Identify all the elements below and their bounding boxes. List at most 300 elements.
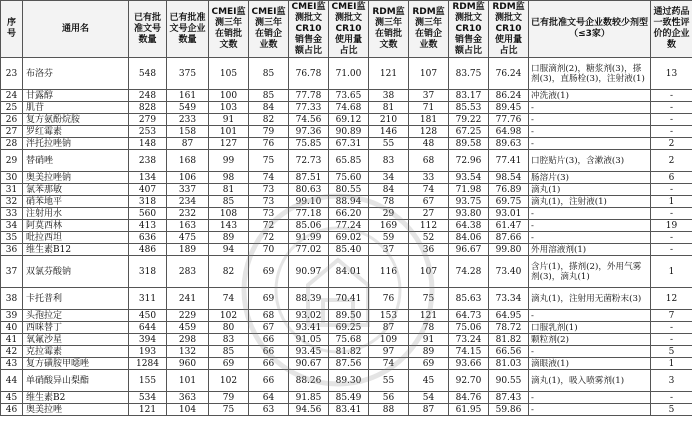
header-cell: CMEI监测三年在销企业数	[249, 1, 289, 58]
cell-c: 101	[209, 126, 249, 138]
table-row	[1, 58, 692, 90]
cell-d: 85	[249, 90, 289, 102]
cell-l: 13	[651, 58, 692, 90]
cell-g: 37	[369, 244, 409, 256]
cell-a: 407	[129, 184, 167, 196]
cell-g: 97	[369, 346, 409, 358]
cell-a: 148	[129, 138, 167, 150]
table-row	[1, 102, 692, 114]
cell-i: 93.80	[449, 208, 489, 220]
cell-j: 86.24	[489, 90, 529, 102]
cell-k: -	[529, 404, 651, 416]
table-row	[1, 208, 692, 220]
cell-d: 79	[249, 126, 289, 138]
table-header	[1, 1, 692, 58]
cell-d: 73	[249, 208, 289, 220]
cell-no: 36	[1, 244, 23, 256]
cell-i: 72.96	[449, 150, 489, 172]
cell-f: 69.02	[329, 232, 369, 244]
cell-no: 35	[1, 232, 23, 244]
cell-e: 80.63	[289, 184, 329, 196]
cell-i: 84.76	[449, 392, 489, 404]
cell-g: 74	[369, 358, 409, 370]
cell-a: 394	[129, 334, 167, 346]
header-cell: 通用名	[23, 1, 129, 58]
cell-k: 口服滴剂(2)，糖浆剂(3)，搽剂(3)，直肠栓(3)，注射液(1)	[529, 58, 651, 90]
cell-b: 298	[167, 334, 209, 346]
cell-a: 548	[129, 58, 167, 90]
cell-i: 73.24	[449, 334, 489, 346]
cell-b: 960	[167, 358, 209, 370]
cell-c: 80	[209, 322, 249, 334]
cell-k: -	[529, 208, 651, 220]
cell-k: 肠溶片(3)	[529, 172, 651, 184]
cell-c: 143	[209, 220, 249, 232]
cell-no: 23	[1, 58, 23, 90]
cell-h: 89	[409, 346, 449, 358]
cell-j: 73.40	[489, 256, 529, 288]
cell-name: 吡拉西坦	[23, 232, 129, 244]
cell-f: 90.89	[329, 126, 369, 138]
cell-e: 99.10	[289, 196, 329, 208]
cell-name: 布洛芬	[23, 58, 129, 90]
cell-c: 102	[209, 310, 249, 322]
cell-c: 69	[209, 358, 249, 370]
cell-j: 77.41	[489, 150, 529, 172]
cell-j: 89.63	[489, 138, 529, 150]
cell-a: 450	[129, 310, 167, 322]
header-cell: RDM监测批文CR10销售金额占比	[449, 1, 489, 58]
cell-i: 79.22	[449, 114, 489, 126]
cell-g: 55	[369, 138, 409, 150]
cell-h: 68	[409, 150, 449, 172]
cell-e: 91.99	[289, 232, 329, 244]
header-cell: CMEI监测批文CR10使用量占比	[329, 1, 369, 58]
cell-b: 337	[167, 184, 209, 196]
cell-k: -	[529, 126, 651, 138]
cell-l: 2	[651, 150, 692, 172]
cell-name: 氧氟沙星	[23, 334, 129, 346]
cell-e: 93.41	[289, 322, 329, 334]
cell-no: 30	[1, 172, 23, 184]
cell-h: 107	[409, 256, 449, 288]
cell-k: 外用溶液剂(1)	[529, 244, 651, 256]
cell-b: 234	[167, 196, 209, 208]
cell-h: 48	[409, 138, 449, 150]
cell-i: 85.63	[449, 288, 489, 310]
cell-e: 91.85	[289, 392, 329, 404]
cell-a: 121	[129, 404, 167, 416]
cell-h: 71	[409, 102, 449, 114]
cell-d: 85	[249, 58, 289, 90]
cell-f: 66.20	[329, 208, 369, 220]
table-row	[1, 256, 692, 288]
cell-h: 121	[409, 310, 449, 322]
cell-name: 复方磺胺甲噁唑	[23, 358, 129, 370]
cell-a: 828	[129, 102, 167, 114]
cell-b: 168	[167, 150, 209, 172]
cell-b: 87	[167, 138, 209, 150]
table-row	[1, 244, 692, 256]
cell-g: 81	[369, 102, 409, 114]
cell-b: 232	[167, 208, 209, 220]
cell-d: 64	[249, 392, 289, 404]
cell-l: -	[651, 392, 692, 404]
table-body	[1, 58, 692, 416]
cell-j: 64.95	[489, 310, 529, 322]
cell-f: 77.24	[329, 220, 369, 232]
cell-a: 413	[129, 220, 167, 232]
header-cell: 通过药品一致性评价的企业数	[651, 1, 692, 58]
cell-g: 146	[369, 126, 409, 138]
cell-e: 90.97	[289, 256, 329, 288]
cell-l: -	[651, 184, 692, 196]
cell-l: -	[651, 102, 692, 114]
cell-no: 46	[1, 404, 23, 416]
cell-h: 78	[409, 322, 449, 334]
cell-e: 74.56	[289, 114, 329, 126]
cell-d: 72	[249, 220, 289, 232]
cell-g: 88	[369, 404, 409, 416]
cell-c: 82	[209, 256, 249, 288]
cell-i: 93.66	[449, 358, 489, 370]
cell-c: 127	[209, 138, 249, 150]
cell-d: 74	[249, 172, 289, 184]
cell-no: 43	[1, 358, 23, 370]
cell-f: 70.41	[329, 288, 369, 310]
cell-no: 24	[1, 90, 23, 102]
cell-h: 45	[409, 370, 449, 392]
cell-d: 69	[249, 256, 289, 288]
cell-e: 93.45	[289, 346, 329, 358]
cell-i: 83.75	[449, 58, 489, 90]
cell-name: 注射用水	[23, 208, 129, 220]
cell-d: 70	[249, 244, 289, 256]
cell-i: 61.95	[449, 404, 489, 416]
cell-g: 83	[369, 150, 409, 172]
cell-name: 肌苷	[23, 102, 129, 114]
cell-f: 89.30	[329, 370, 369, 392]
cell-h: 37	[409, 90, 449, 102]
cell-d: 63	[249, 404, 289, 416]
table-row	[1, 114, 692, 126]
cell-a: 279	[129, 114, 167, 126]
table-row	[1, 138, 692, 150]
cell-c: 100	[209, 90, 249, 102]
cell-f: 81.82	[329, 346, 369, 358]
cell-g: 169	[369, 220, 409, 232]
cell-a: 134	[129, 172, 167, 184]
cell-no: 37	[1, 256, 23, 288]
cell-f: 85.40	[329, 244, 369, 256]
cell-e: 94.56	[289, 404, 329, 416]
cell-c: 105	[209, 58, 249, 90]
cell-i: 85.53	[449, 102, 489, 114]
cell-c: 98	[209, 172, 249, 184]
cell-no: 31	[1, 184, 23, 196]
cell-l: 5	[651, 346, 692, 358]
cell-a: 318	[129, 256, 167, 288]
cell-h: 112	[409, 220, 449, 232]
cell-j: 64.98	[489, 126, 529, 138]
cell-j: 81.03	[489, 358, 529, 370]
cell-k: 滴丸(1)	[529, 184, 651, 196]
cell-i: 74.15	[449, 346, 489, 358]
cell-d: 73	[249, 184, 289, 196]
cell-i: 83.17	[449, 90, 489, 102]
cell-name: 氯苯那敏	[23, 184, 129, 196]
cell-j: 66.56	[489, 346, 529, 358]
cell-e: 87.51	[289, 172, 329, 184]
table-row	[1, 392, 692, 404]
cell-l: 5	[651, 404, 692, 416]
cell-g: 76	[369, 288, 409, 310]
header-cell: CMEI监测三年在销批文数	[209, 1, 249, 58]
cell-l: 1	[651, 256, 692, 288]
cell-f: 75.60	[329, 172, 369, 184]
cell-f: 74.68	[329, 102, 369, 114]
table-row	[1, 334, 692, 346]
cell-e: 77.18	[289, 208, 329, 220]
cell-name: 头孢拉定	[23, 310, 129, 322]
cell-j: 77.76	[489, 114, 529, 126]
cell-j: 89.45	[489, 102, 529, 114]
table-row	[1, 150, 692, 172]
cell-e: 90.67	[289, 358, 329, 370]
cell-f: 80.55	[329, 184, 369, 196]
cell-k: 颗粒剂(2)	[529, 334, 651, 346]
cell-e: 91.05	[289, 334, 329, 346]
cell-e: 75.85	[289, 138, 329, 150]
cell-i: 92.70	[449, 370, 489, 392]
cell-f: 89.50	[329, 310, 369, 322]
cell-d: 66	[249, 358, 289, 370]
header-cell: RDM监测三年在销批文数	[369, 1, 409, 58]
cell-c: 94	[209, 244, 249, 256]
cell-f: 75.68	[329, 334, 369, 346]
cell-b: 475	[167, 232, 209, 244]
cell-j: 93.01	[489, 208, 529, 220]
cell-b: 106	[167, 172, 209, 184]
cell-b: 233	[167, 114, 209, 126]
cell-j: 87.66	[489, 232, 529, 244]
cell-k: -	[529, 310, 651, 322]
cell-f: 69.25	[329, 322, 369, 334]
cell-e: 77.02	[289, 244, 329, 256]
cell-g: 59	[369, 232, 409, 244]
cell-e: 85.06	[289, 220, 329, 232]
cell-name: 甘露醇	[23, 90, 129, 102]
cell-name: 硝苯地平	[23, 196, 129, 208]
cell-b: 229	[167, 310, 209, 322]
cell-b: 549	[167, 102, 209, 114]
table-row	[1, 90, 692, 102]
cell-a: 155	[129, 370, 167, 392]
cell-name: 维生素B12	[23, 244, 129, 256]
cell-d: 67	[249, 322, 289, 334]
cell-k: 滴眼液(1)	[529, 358, 651, 370]
cell-d: 84	[249, 102, 289, 114]
cell-f: 73.65	[329, 90, 369, 102]
cell-name: 单硝酸异山梨酯	[23, 370, 129, 392]
cell-c: 102	[209, 370, 249, 392]
cell-name: 卡托普利	[23, 288, 129, 310]
cell-g: 116	[369, 256, 409, 288]
cell-k: -	[529, 114, 651, 126]
cell-l: 1	[651, 358, 692, 370]
cell-c: 79	[209, 392, 249, 404]
table-row	[1, 126, 692, 138]
cell-l: -	[651, 208, 692, 220]
cell-g: 121	[369, 58, 409, 90]
cell-e: 88.39	[289, 288, 329, 310]
table-row	[1, 322, 692, 334]
cell-h: 27	[409, 208, 449, 220]
cell-l: 3	[651, 370, 692, 392]
cell-e: 77.33	[289, 102, 329, 114]
cell-b: 163	[167, 220, 209, 232]
cell-f: 71.00	[329, 58, 369, 90]
cell-f: 85.49	[329, 392, 369, 404]
cell-name: 阿莫西林	[23, 220, 129, 232]
cell-f: 67.31	[329, 138, 369, 150]
cell-c: 85	[209, 196, 249, 208]
cell-e: 72.73	[289, 150, 329, 172]
cell-b: 161	[167, 90, 209, 102]
cell-no: 25	[1, 102, 23, 114]
cell-k: 滴丸(1)，注射用无菌粉末(3)	[529, 288, 651, 310]
cell-c: 89	[209, 232, 249, 244]
cell-k: -	[529, 220, 651, 232]
header-cell: 序号	[1, 1, 23, 58]
cell-k: 滴丸(1)，注射液(1)	[529, 196, 651, 208]
cell-j: 81.82	[489, 334, 529, 346]
cell-e: 97.36	[289, 126, 329, 138]
cell-d: 82	[249, 114, 289, 126]
cell-name: 罗红霉素	[23, 126, 129, 138]
table-row	[1, 184, 692, 196]
cell-i: 89.58	[449, 138, 489, 150]
cell-h: 67	[409, 196, 449, 208]
cell-l: -	[651, 126, 692, 138]
cell-g: 109	[369, 334, 409, 346]
cell-no: 27	[1, 126, 23, 138]
cell-f: 87.56	[329, 358, 369, 370]
cell-j: 78.72	[489, 322, 529, 334]
cell-h: 69	[409, 358, 449, 370]
cell-i: 71.98	[449, 184, 489, 196]
cell-k: -	[529, 346, 651, 358]
cell-b: 104	[167, 404, 209, 416]
cell-l: -	[651, 114, 692, 126]
cell-j: 73.34	[489, 288, 529, 310]
header-cell: RDM监测批文CR10使用量占比	[489, 1, 529, 58]
table-row	[1, 404, 692, 416]
cell-c: 81	[209, 184, 249, 196]
cell-j: 90.55	[489, 370, 529, 392]
header-cell: 已有批准文号企业数较少剂型（≤3家）	[529, 1, 651, 58]
cell-no: 41	[1, 334, 23, 346]
cell-e: 76.78	[289, 58, 329, 90]
cell-f: 83.41	[329, 404, 369, 416]
cell-l: 12	[651, 288, 692, 310]
cell-h: 181	[409, 114, 449, 126]
cell-c: 91	[209, 114, 249, 126]
cell-i: 75.06	[449, 322, 489, 334]
cell-no: 42	[1, 346, 23, 358]
cell-l: -	[651, 244, 692, 256]
cell-k: -	[529, 392, 651, 404]
cell-g: 153	[369, 310, 409, 322]
cell-a: 193	[129, 346, 167, 358]
cell-h: 128	[409, 126, 449, 138]
table-row	[1, 346, 692, 358]
header-cell: RDM监测三年在销企业数	[409, 1, 449, 58]
cell-k: 冲洗液(1)	[529, 90, 651, 102]
cell-f: 84.01	[329, 256, 369, 288]
cell-h: 54	[409, 392, 449, 404]
cell-l: -	[651, 334, 692, 346]
cell-b: 158	[167, 126, 209, 138]
cell-i: 84.06	[449, 232, 489, 244]
cell-i: 93.75	[449, 196, 489, 208]
cell-b: 375	[167, 58, 209, 90]
cell-d: 76	[249, 138, 289, 150]
cell-h: 91	[409, 334, 449, 346]
cell-no: 26	[1, 114, 23, 126]
cell-c: 108	[209, 208, 249, 220]
cell-d: 66	[249, 370, 289, 392]
cell-l: 7	[651, 310, 692, 322]
cell-l: -	[651, 90, 692, 102]
cell-no: 32	[1, 196, 23, 208]
cell-k: -	[529, 102, 651, 114]
cell-a: 486	[129, 244, 167, 256]
cell-b: 101	[167, 370, 209, 392]
cell-i: 64.38	[449, 220, 489, 232]
cell-g: 38	[369, 90, 409, 102]
cell-no: 28	[1, 138, 23, 150]
cell-b: 283	[167, 256, 209, 288]
cell-no: 29	[1, 150, 23, 172]
cell-a: 534	[129, 392, 167, 404]
cell-k: 含片(1)，搽剂(2)，外用气雾剂(3)，滴丸(1)	[529, 256, 651, 288]
cell-h: 75	[409, 288, 449, 310]
table-row	[1, 232, 692, 244]
cell-e: 77.78	[289, 90, 329, 102]
cell-j: 76.24	[489, 58, 529, 90]
cell-d: 73	[249, 196, 289, 208]
cell-c: 85	[209, 346, 249, 358]
cell-g: 34	[369, 172, 409, 184]
table-row	[1, 172, 692, 184]
cell-l: 6	[651, 172, 692, 184]
cell-name: 泮托拉唑钠	[23, 138, 129, 150]
cell-no: 38	[1, 288, 23, 310]
table-row	[1, 358, 692, 370]
cell-name: 奥美拉唑	[23, 404, 129, 416]
cell-name: 复方氨酚烷胺	[23, 114, 129, 126]
cell-l: -	[651, 322, 692, 334]
cell-k: -	[529, 232, 651, 244]
table-row	[1, 288, 692, 310]
cell-no: 45	[1, 392, 23, 404]
cell-h: 52	[409, 232, 449, 244]
cell-a: 248	[129, 90, 167, 102]
cell-g: 78	[369, 196, 409, 208]
header-cell: 已有批准文号企业数量	[167, 1, 209, 58]
cell-g: 29	[369, 208, 409, 220]
